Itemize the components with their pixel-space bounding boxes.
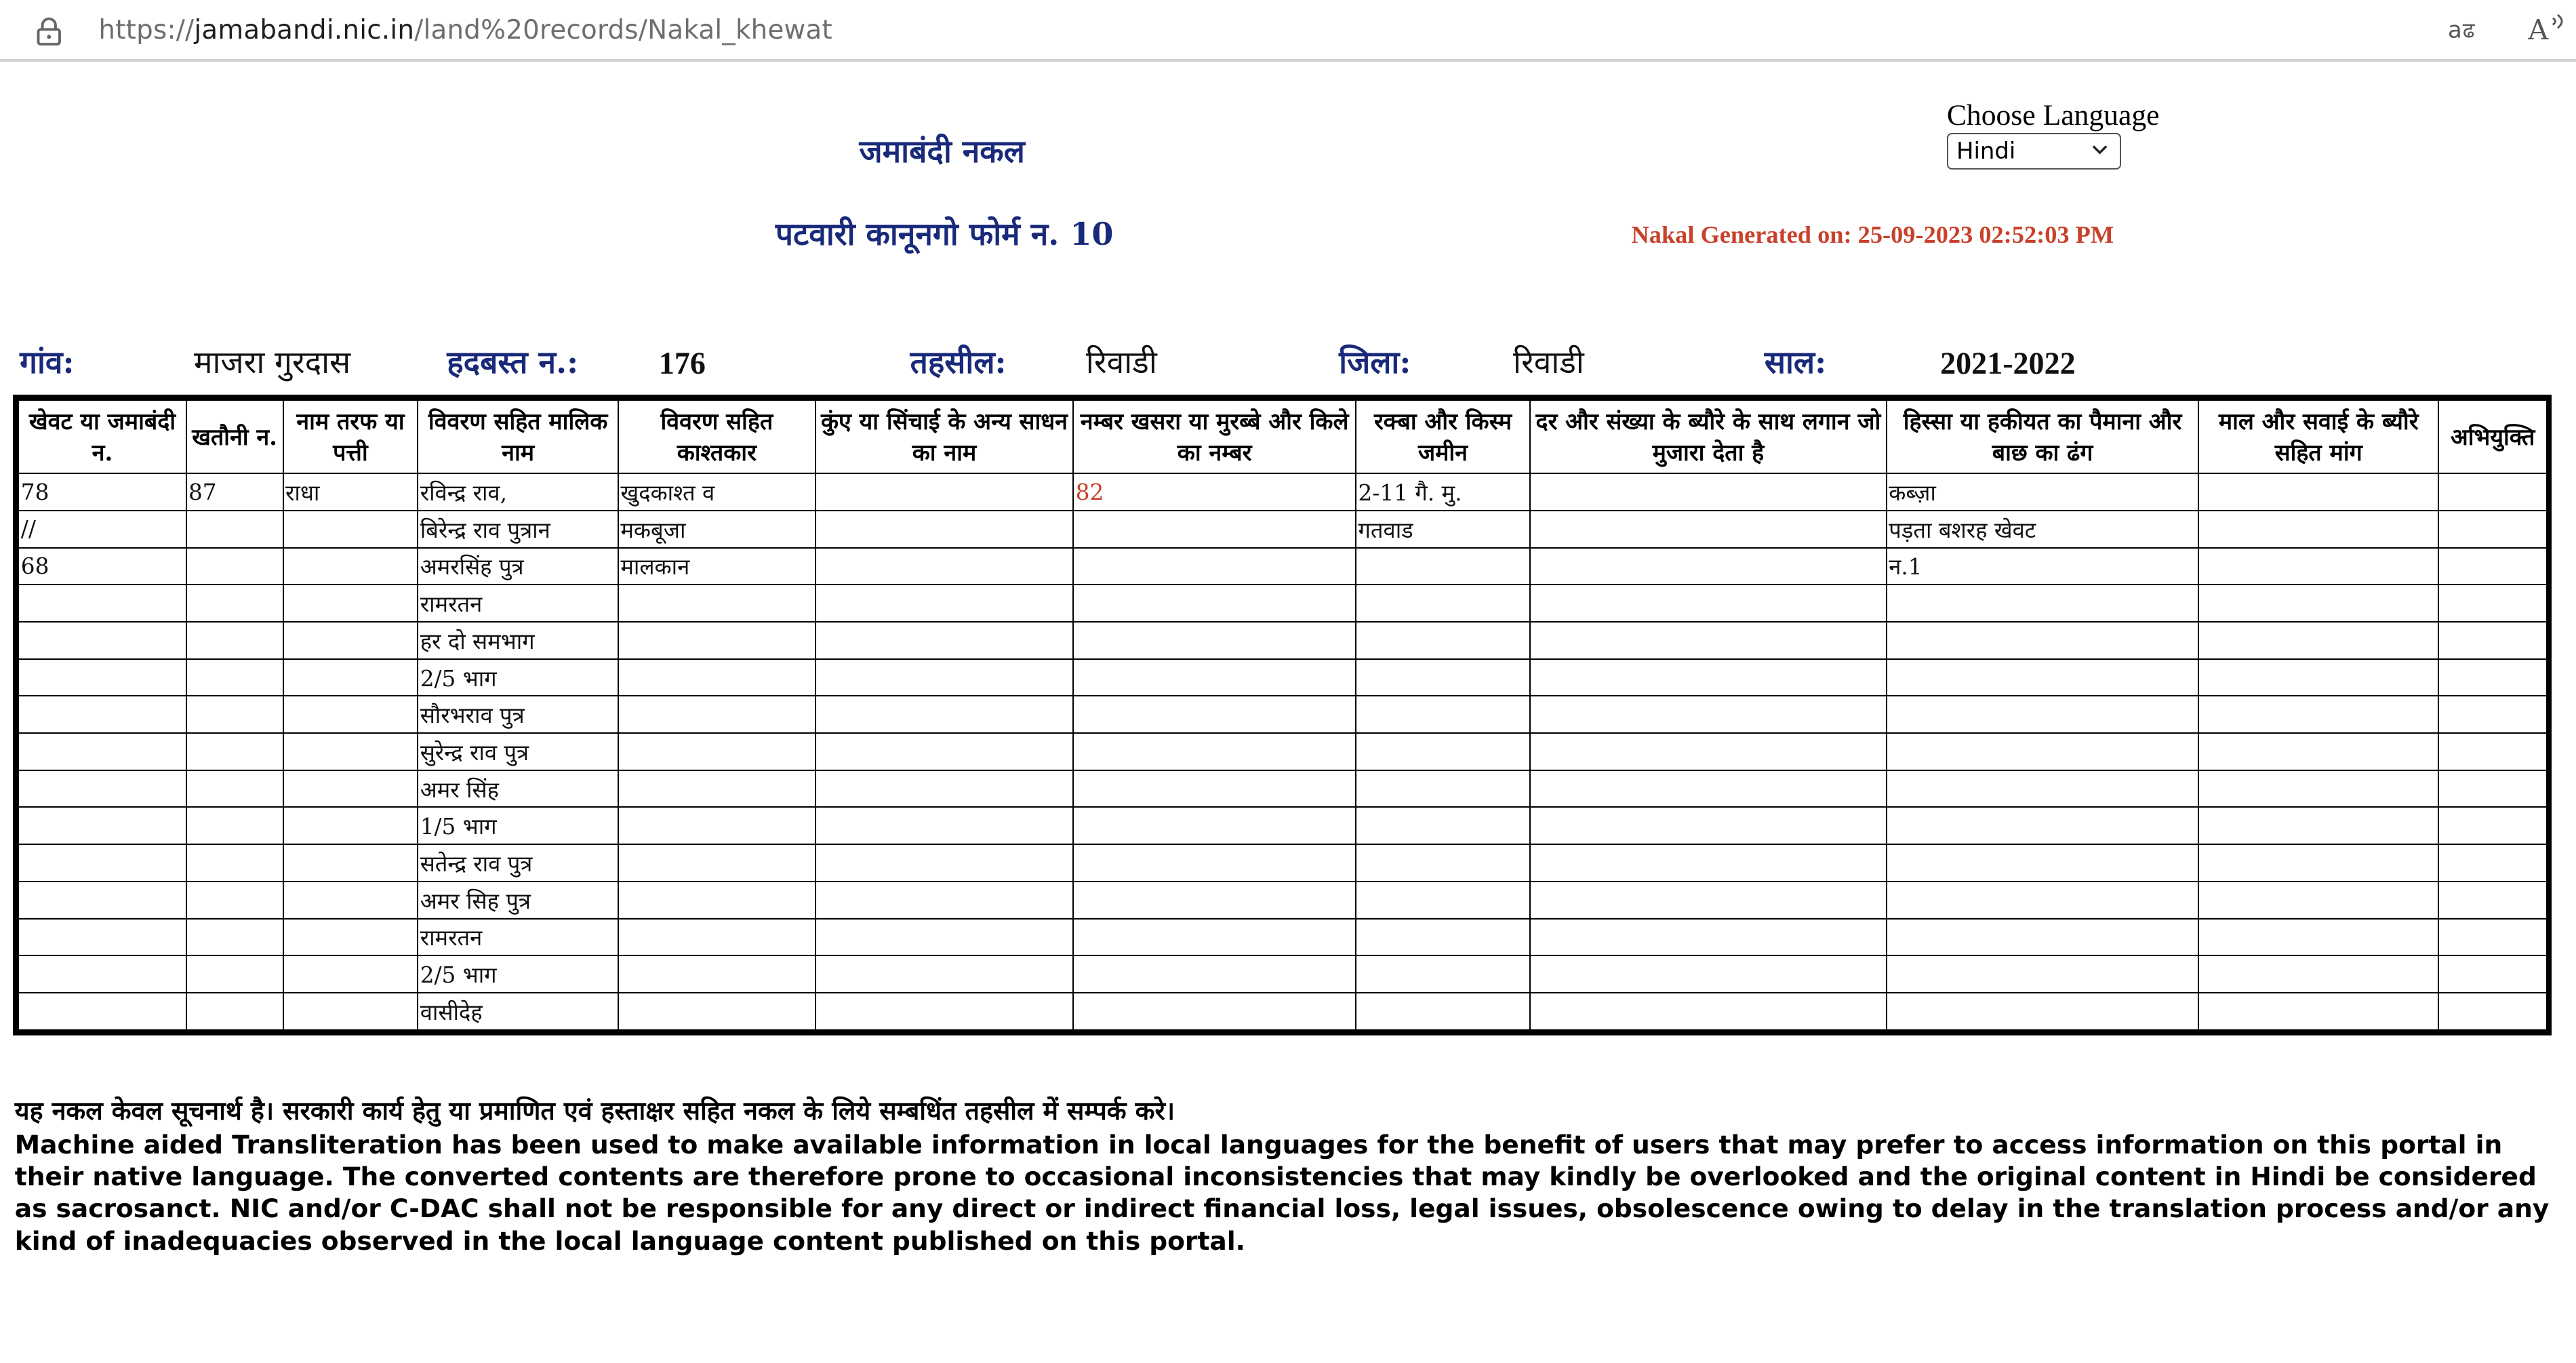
table-cell [18,882,186,919]
table-row [18,659,2547,696]
table-cell [18,993,186,1030]
table-cell [186,919,283,956]
table-cell [2438,844,2547,882]
table-cell [1073,955,1356,993]
table-cell [186,770,283,808]
table-cell [1530,993,1887,1030]
table-cell [1356,844,1530,882]
table-cell [1073,882,1356,919]
table-cell [618,696,816,733]
table-cell [1356,993,1530,1030]
table-cell [283,844,418,882]
hadbast-label: हदबस्त न.: [447,343,579,380]
table-cell [2198,919,2438,956]
table-cell [2438,807,2547,844]
column-header: माल और सवाई के ब्यौरे सहित मांग [2198,400,2438,474]
table-cell [1356,696,1530,733]
table-cell [1530,511,1887,548]
svg-text:A: A [2528,14,2549,47]
table-row [18,473,2547,511]
generated-timestamp: Nakal Generated on: 25-09-2023 02:52:03 PM [1631,220,2114,248]
table-cell [618,955,816,993]
column-header: कुंए या सिंचाई के अन्य साधन का नाम [816,400,1073,474]
year-label: साल: [1764,343,1827,380]
table-cell: रामरतन [418,919,618,956]
notice-hindi: यह नकल केवल सूचनार्थ है। सरकारी कार्य हेतु या प्रमाणित एवं हस्ताक्षर सहित नकल के लिये सम्बधिंत तहसील में सम्पर्क करे। [14,1095,1175,1126]
table-cell [283,919,418,956]
jamabandi-table [13,395,2551,1035]
table-cell [186,511,283,548]
table-cell [618,993,816,1030]
table-row [18,993,2547,1030]
table-cell [1073,807,1356,844]
table-cell [186,807,283,844]
table-cell [816,770,1073,808]
table-cell [618,733,816,770]
table-row [18,844,2547,882]
column-header: दर और संख्या के ब्यौरे के साथ लगान जो मुजारा देता है [1530,400,1887,474]
table-cell [816,807,1073,844]
table-cell [186,733,283,770]
column-header: नाम तरफ या पत्ती [283,400,418,474]
table-cell [18,807,186,844]
table-row [18,807,2547,844]
table-cell [1356,659,1530,696]
table-cell [1887,696,2198,733]
table-cell [1073,993,1356,1030]
language-selected-value: Hindi [1956,138,2016,165]
column-header: अभियुक्ति [2438,400,2547,474]
table-cell [2438,511,2547,548]
table-row [18,511,2547,548]
table-cell [186,548,283,585]
tehsil-value: रिवाडी [1085,343,1157,380]
table-cell: 2/5 भाग [418,659,618,696]
url-path: /land%20records/Nakal_khewat [414,14,832,45]
table-cell [2198,473,2438,511]
table-cell [1887,807,2198,844]
table-cell [2198,844,2438,882]
table-cell [2198,993,2438,1030]
table-cell [1887,770,2198,808]
column-header: नम्बर खसरा या मुरब्बे और किले का नम्बर [1073,400,1356,474]
table-cell [2438,733,2547,770]
column-header: हिस्सा या हकीयत का पैमाना और बाछ का ढंग [1887,400,2198,474]
table-cell [2438,622,2547,659]
table-cell [2198,659,2438,696]
table-cell [816,622,1073,659]
table-cell [1530,770,1887,808]
table-cell: मालकान [618,548,816,585]
table-cell [1887,585,2198,622]
table-cell [186,622,283,659]
table-cell [816,659,1073,696]
table-cell: बिरेन्द्र राव पुत्रान [418,511,618,548]
table-cell: अमर सिंह [418,770,618,808]
table-cell [816,548,1073,585]
table-cell [1887,659,2198,696]
village-value: माजरा गुरदास [193,343,351,380]
table-cell: // [18,511,186,548]
table-cell [1530,696,1887,733]
table-cell [18,733,186,770]
column-header: विवरण सहित काश्तकार [618,400,816,474]
disclaimer-text: Machine aided Transliteration has been used to make available information in local languages for the benefit of users that may prefer to access information on this portal in their native language. The converted contents are therefore prone to occasional inconsistencies that may kindly be overlooked and the original content in Hindi be considered as sacrosanct. NIC and/or C-DAC shall not be responsible for any direct or indirect financial loss, legal issues, obsolescence owing to delay in the translation process and/or any kind of inadequacies observed in the local language content published on this portal. [14,1129,2550,1256]
table-cell [1356,622,1530,659]
table-cell [1356,919,1530,956]
table-cell [2198,882,2438,919]
village-label: गांव: [20,343,75,380]
table-row [18,733,2547,770]
table-cell: मकबूजा [618,511,816,548]
table-cell [18,919,186,956]
table-cell [1356,807,1530,844]
table-row [18,548,2547,585]
table-cell [1073,548,1356,585]
table-cell [283,511,418,548]
table-row [18,622,2547,659]
table-cell [186,993,283,1030]
table-cell [2198,696,2438,733]
table-cell [186,882,283,919]
table-cell: गतवाड [1356,511,1530,548]
table-cell [283,696,418,733]
table-cell [1887,882,2198,919]
table-cell: वासीदेह [418,993,618,1030]
table-cell: 2-11 गै. मु. [1356,473,1530,511]
tehsil-label: तहसील: [910,343,1007,380]
table-cell: 87 [186,473,283,511]
table-cell: सतेन्द्र राव पुत्र [418,844,618,882]
table-cell [2198,585,2438,622]
text-size-icon[interactable] [2527,12,2569,47]
table-cell [283,882,418,919]
table-cell: कब्ज़ा [1887,473,2198,511]
table-row [18,919,2547,956]
table-cell: 68 [18,548,186,585]
table-cell [283,955,418,993]
table-cell [1887,919,2198,956]
table-cell: सुरेन्द्र राव पुत्र [418,733,618,770]
table-cell [18,659,186,696]
table-row [18,696,2547,733]
table-cell [186,659,283,696]
table-cell [1356,955,1530,993]
table-cell [1073,733,1356,770]
table-cell [1073,770,1356,808]
table-cell: न.1 [1887,548,2198,585]
table-cell: अमरसिंह पुत्र [418,548,618,585]
lock-icon[interactable] [33,16,65,46]
language-select[interactable] [1947,133,2121,169]
table-cell: पड़ता बशरह खेवट [1887,511,2198,548]
table-cell: सौरभराव पुत्र [418,696,618,733]
table-cell [618,622,816,659]
table-cell [816,882,1073,919]
url-prefix: https:// [98,14,195,45]
svg-text:a: a [2448,16,2462,43]
table-cell [1887,844,2198,882]
table-cell [1530,659,1887,696]
table-body [18,473,2547,1030]
district-value: रिवाडी [1513,343,1584,380]
table-cell [2438,585,2547,622]
table-cell [18,622,186,659]
table-cell: राधा [283,473,418,511]
table-cell [1887,622,2198,659]
year-value: 2021-2022 [1940,345,2076,380]
table-cell [2438,993,2547,1030]
table-cell [283,733,418,770]
table-header-row [18,400,2547,474]
table-cell [816,955,1073,993]
table-cell [2438,770,2547,808]
table-cell [283,585,418,622]
table-cell [1356,882,1530,919]
table-cell [283,993,418,1030]
table-cell [2438,473,2547,511]
table-cell [816,585,1073,622]
column-header: खेवट या जमाबंदी न. [18,400,186,474]
table-cell [1530,622,1887,659]
table-cell [283,622,418,659]
table-cell [1887,733,2198,770]
district-label: जिला: [1339,343,1411,380]
table-cell [2198,807,2438,844]
table-cell [618,919,816,956]
table-row [18,770,2547,808]
table-cell [2438,882,2547,919]
table-cell [1356,548,1530,585]
table-cell: अमर सिह पुत्र [418,882,618,919]
table-cell [2198,622,2438,659]
table-cell [1530,919,1887,956]
table-cell [1530,882,1887,919]
table-cell [1530,585,1887,622]
table-cell: हर दो समभाग [418,622,618,659]
table-cell: 1/5 भाग [418,807,618,844]
table-cell [1530,807,1887,844]
table-cell [2438,696,2547,733]
table-cell [618,882,816,919]
url-host: jamabandi.nic.in [194,14,415,45]
table-cell [2198,770,2438,808]
table-cell [2198,955,2438,993]
table-cell [18,696,186,733]
table-cell [2438,955,2547,993]
table-cell [1356,770,1530,808]
table-cell [816,511,1073,548]
table-cell [816,473,1073,511]
table-cell [1530,844,1887,882]
svg-text:ढ: ढ [2462,18,2475,43]
table-cell [18,770,186,808]
table-cell [1530,955,1887,993]
table-cell [18,955,186,993]
table-cell [816,919,1073,956]
table-cell: खुदकाश्त व [618,473,816,511]
table-cell [618,770,816,808]
table-cell [1887,993,2198,1030]
table-cell [1530,733,1887,770]
table-cell [2438,919,2547,956]
table-cell [1356,733,1530,770]
column-header: रक्बा और किस्म जमीन [1356,400,1530,474]
table-cell [18,844,186,882]
table-cell [816,993,1073,1030]
table-cell [1530,548,1887,585]
table-cell [2198,511,2438,548]
page-title: जमाबंदी नकल [859,133,1025,170]
table-cell [283,548,418,585]
table-cell: 78 [18,473,186,511]
table-cell [283,770,418,808]
table-cell [816,844,1073,882]
table-cell [1530,473,1887,511]
table-cell [186,955,283,993]
table-row [18,882,2547,919]
table-cell [18,585,186,622]
table-cell [618,659,816,696]
table-cell [1073,696,1356,733]
table-cell [618,585,816,622]
table-cell: 82 [1073,473,1356,511]
table-cell [1356,585,1530,622]
url-field[interactable] [98,15,832,45]
table-cell [618,844,816,882]
table-cell [1073,919,1356,956]
table-cell [618,807,816,844]
table-cell [1073,844,1356,882]
hadbast-value: 176 [658,345,706,380]
page-subtitle: पटवारी कानूनगो फोर्म न. 10 [775,215,1114,252]
table-cell [1073,511,1356,548]
table-cell [283,659,418,696]
language-label: Choose Language [1946,99,2160,132]
table-cell [816,733,1073,770]
table-cell [2438,548,2547,585]
table-cell [283,807,418,844]
table-cell [1073,622,1356,659]
table-cell [186,585,283,622]
table-cell [2198,733,2438,770]
table-cell [1887,955,2198,993]
table-row [18,585,2547,622]
table-cell [2198,548,2438,585]
column-header: विवरण सहित मालिक नाम [418,400,618,474]
read-aloud-icon[interactable] [2448,13,2491,45]
table-row [18,955,2547,993]
table-cell: रविन्द्र राव, [418,473,618,511]
table-cell: 2/5 भाग [418,955,618,993]
table-cell: रामरतन [418,585,618,622]
browser-address-bar [0,0,2576,62]
table-cell [1073,659,1356,696]
table-cell [186,844,283,882]
column-header: खतौनी न. [186,400,283,474]
table-cell [2438,659,2547,696]
table-cell [186,696,283,733]
table-cell [1073,585,1356,622]
chevron-down-icon [2090,136,2110,167]
table-cell [816,696,1073,733]
